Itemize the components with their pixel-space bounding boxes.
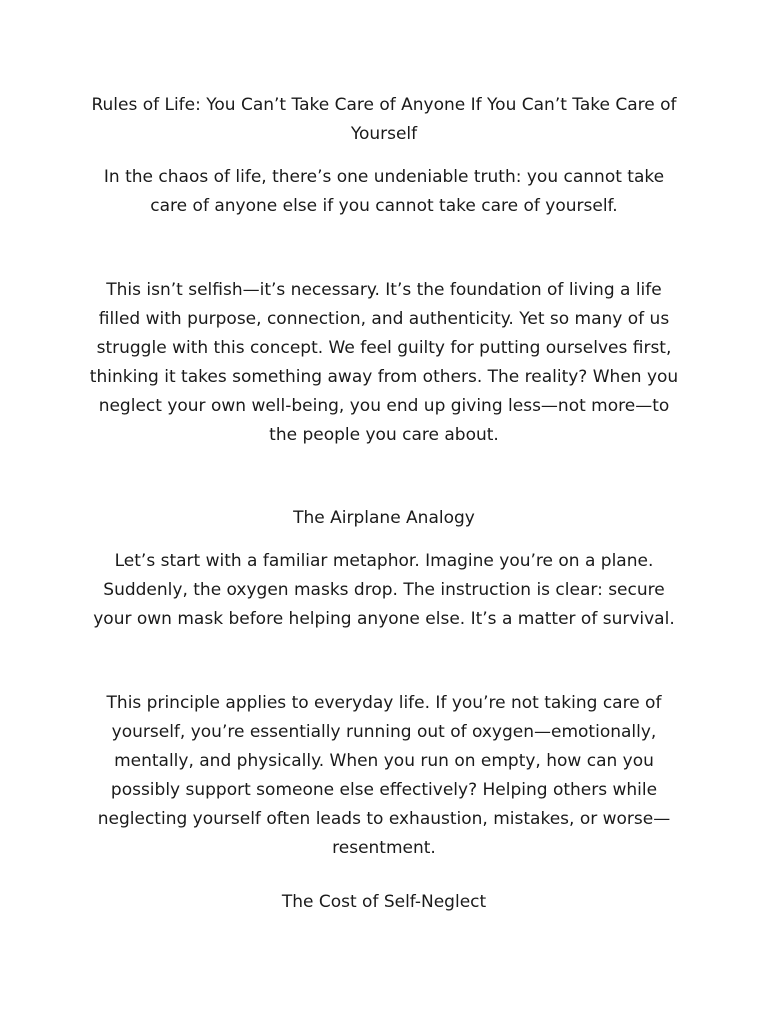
principle-paragraph: This principle applies to everyday life. If you’re not taking care of yourself, you’re essentially running out of oxygen—emotionally, mentally, and physically. When you run on empty, how can you possibly support someone else effectively? Helping others while neglecting yourself often leads to exhaustion, mistakes, or worse—resentment.: [97, 693, 671, 858]
intro-paragraph: In the chaos of life, there’s one undeniable truth: you cannot take care of anyone else if you cannot take care of yourself.: [103, 167, 665, 216]
section-heading-cost: The Cost of Self-Neglect: [281, 892, 487, 912]
document-title: Rules of Life: You Can’t Take Care of Anyone If You Can’t Take Care of Yourself: [91, 95, 677, 144]
selfish-paragraph: This isn’t selfish—it’s necessary. It’s the foundation of living a life filled with purpose, connection, and authenticity. Yet so many of us struggle with this concept. We feel guilty for putting ourselves first, thinking it takes something away from others. The reality? When you neglect your own well-being, you end up giving less—not more—to the people you care about.: [89, 280, 679, 445]
airplane-paragraph: Let’s start with a familiar metaphor. Imagine you’re on a plane. Suddenly, the oxygen masks drop. The instruction is clear: secure your own mask before helping anyone else. It’s a matter of survival.: [93, 551, 675, 629]
section-heading-airplane: The Airplane Analogy: [293, 508, 475, 528]
